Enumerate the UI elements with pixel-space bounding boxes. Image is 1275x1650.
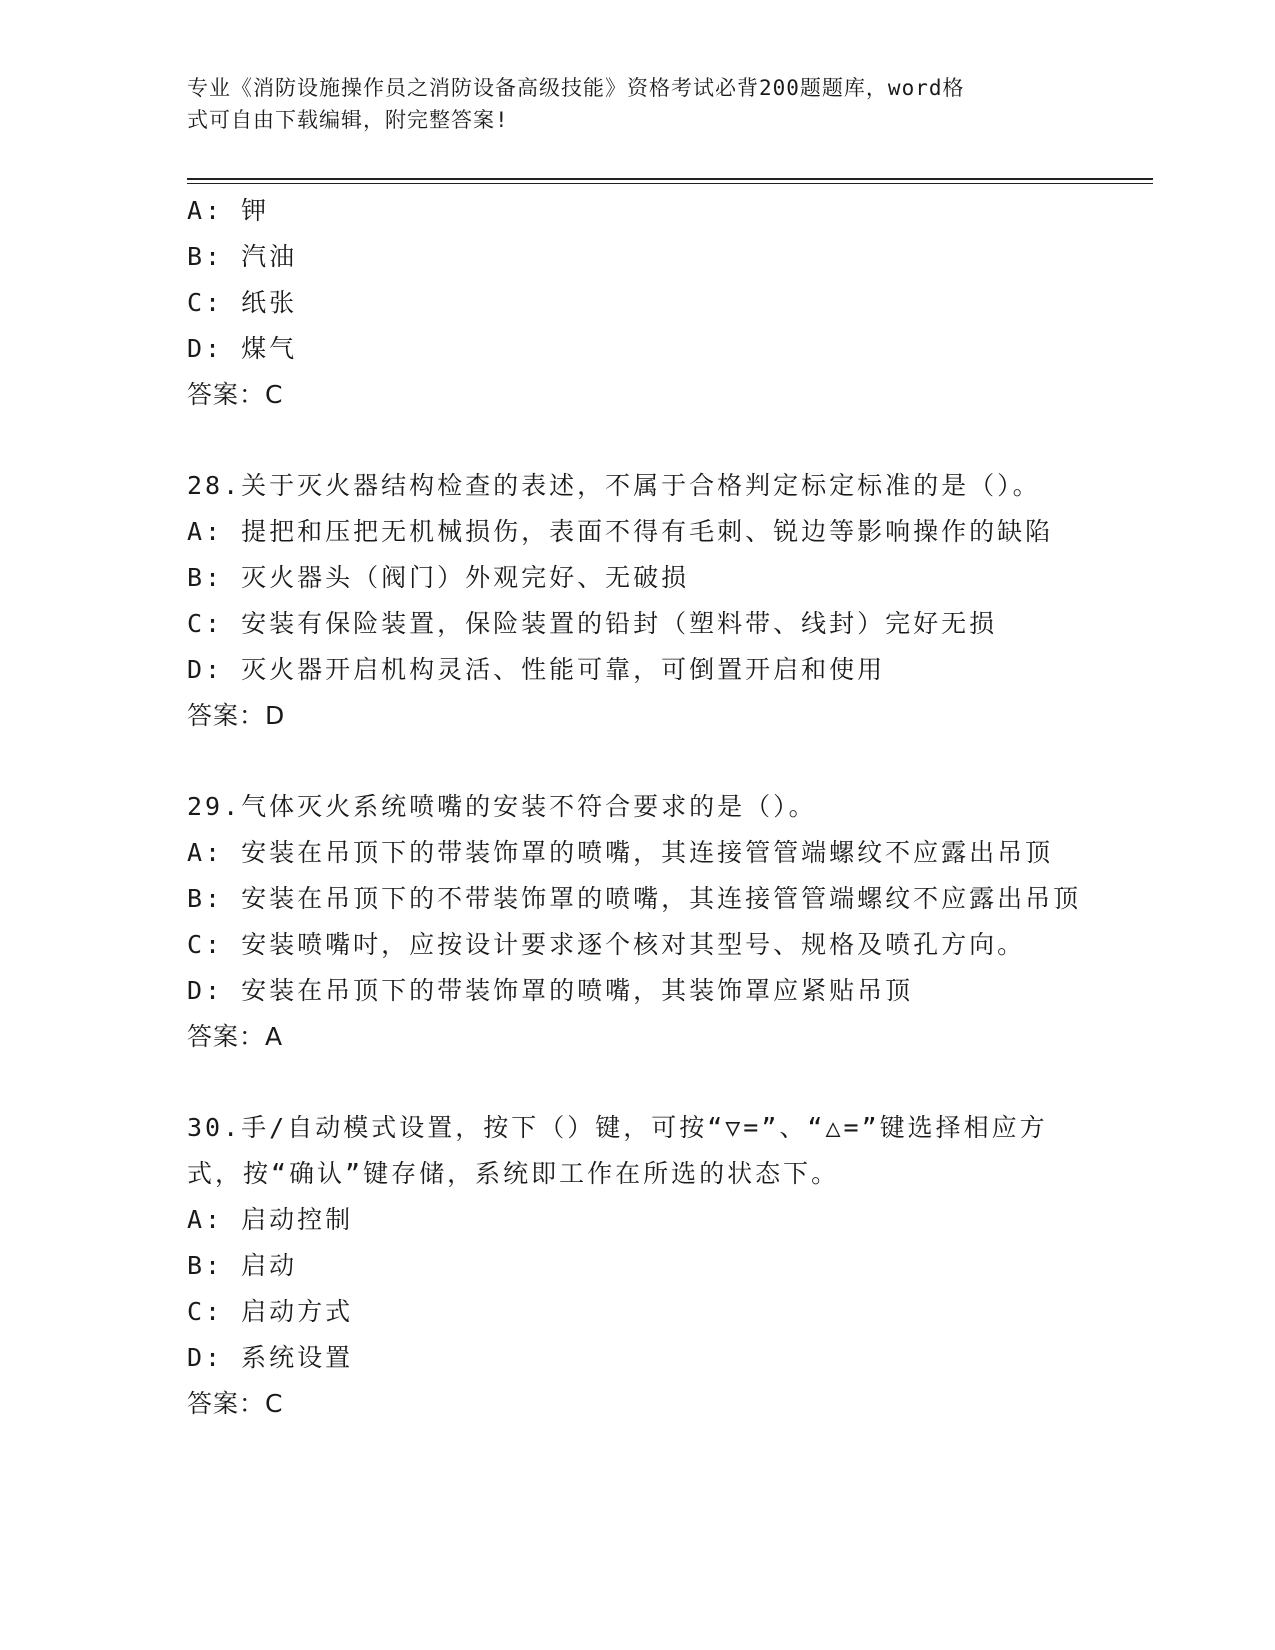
- option-a: A: 安装在吊顶下的带装饰罩的喷嘴，其连接管管端螺纹不应露出吊顶: [187, 838, 1054, 867]
- option-d: D: 煤气: [187, 334, 298, 363]
- option-d: D: 系统设置: [187, 1343, 354, 1372]
- option-b: B: 安装在吊顶下的不带装饰罩的喷嘴，其连接管管端螺纹不应露出吊顶: [187, 884, 1082, 913]
- header-line-2: 式可自由下载编辑，附完整答案!: [187, 108, 509, 132]
- question-block-27: [187, 188, 1087, 418]
- spacer: [187, 1060, 1087, 1105]
- header-line-1: 专业《消防设施操作员之消防设备高级技能》资格考试必背200题题库，word格: [187, 76, 965, 100]
- option-c: C: 安装有保险装置，保险装置的铅封（塑料带、线封）完好无损: [187, 609, 998, 638]
- option-b: B: 汽油: [187, 242, 298, 271]
- option-d: D: 灭火器开启机构灵活、性能可靠，可倒置开启和使用: [187, 655, 886, 684]
- option-b: B: 灭火器头（阀门）外观完好、无破损: [187, 563, 690, 592]
- answer-line: 答案：A: [187, 1022, 284, 1051]
- header-rule-thin: [187, 183, 1153, 184]
- option-a: A: 钾: [187, 196, 270, 225]
- question-block-28: [187, 463, 1087, 739]
- option-b: B: 启动: [187, 1251, 298, 1280]
- document-header: [187, 72, 1087, 136]
- question-block-29: [187, 784, 1087, 1060]
- answer-line: 答案：C: [187, 380, 284, 409]
- option-a: A: 提把和压把无机械损伤，表面不得有毛刺、锐边等影响操作的缺陷: [187, 517, 1054, 546]
- answer-line: 答案：D: [187, 701, 286, 730]
- question-text: 28.关于灭火器结构检查的表述，不属于合格判定标定标准的是（）。: [187, 471, 1041, 500]
- question-block-30: [187, 1105, 1087, 1427]
- answer-line: 答案：C: [187, 1389, 284, 1418]
- spacer: [187, 418, 1087, 463]
- option-c: C: 安装喷嘴吋，应按设计要求逐个核对其型号、规格及喷孔方向。: [187, 930, 1026, 959]
- spacer: [187, 739, 1087, 784]
- option-c: C: 启动方式: [187, 1297, 354, 1326]
- option-c: C: 纸张: [187, 288, 298, 317]
- option-a: A: 启动控制: [187, 1205, 354, 1234]
- header-rule-thick: [187, 178, 1153, 180]
- question-list: [187, 188, 1087, 1427]
- question-text: 30.手/自动模式设置，按下（）键，可按“▽=”、“△=”键选择相应方式，按“确认”键存储，系统即工作在所选的状态下。: [187, 1113, 1048, 1188]
- question-text: 29.气体灭火系统喷嘴的安装不符合要求的是（）。: [187, 792, 817, 821]
- option-d: D: 安装在吊顶下的带装饰罩的喷嘴，其装饰罩应紧贴吊顶: [187, 976, 914, 1005]
